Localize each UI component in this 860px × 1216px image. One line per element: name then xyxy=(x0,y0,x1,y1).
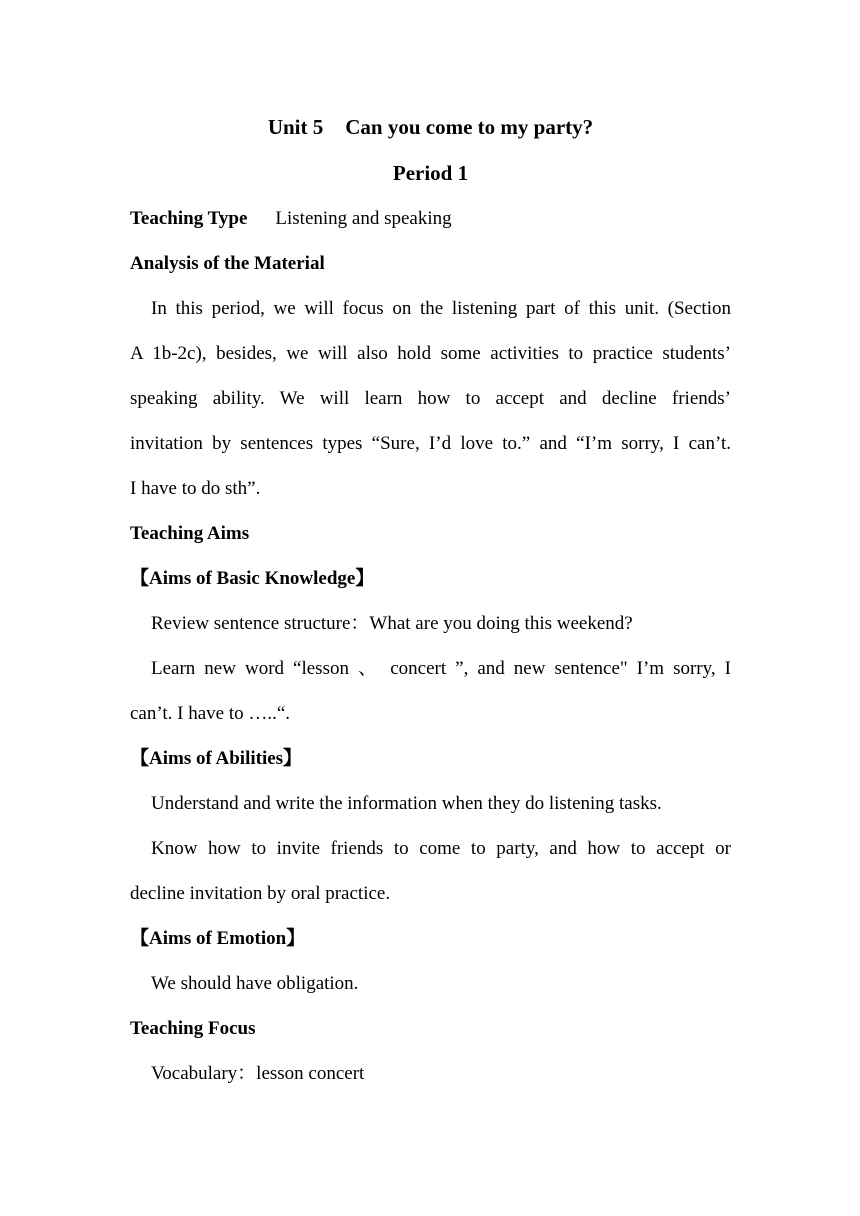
teaching-aims-heading: Teaching Aims xyxy=(130,523,250,544)
teaching-type-label: Teaching Type xyxy=(130,208,248,229)
period-title: Period 1 xyxy=(392,161,469,185)
abilities-line-2: Know how to invite friends to come to party, and how to accept or xyxy=(151,838,731,859)
teaching-type-value: Listening and speaking xyxy=(275,208,452,229)
analysis-line-1: In this period, we will focus on the listening part of this unit. (Section xyxy=(151,298,731,319)
abilities-line-1: Understand and write the information when they do listening tasks. xyxy=(151,793,662,814)
teaching-focus-heading: Teaching Focus xyxy=(130,1018,256,1039)
basic-knowledge-line-2: Learn new word “lesson 、 concert ”, and new sentence" I’m sorry, I xyxy=(151,658,731,679)
basic-knowledge-line-1: Review sentence structure：What are you doing this weekend? xyxy=(151,613,633,634)
analysis-line-4: invitation by sentences types “Sure, I’d love to.” and “I’m sorry, I can’t. xyxy=(130,433,731,454)
document-title xyxy=(130,104,731,150)
basic-knowledge-line-3: can’t. I have to …..“. xyxy=(130,703,291,724)
abilities-line-3: decline invitation by oral practice. xyxy=(130,883,391,904)
analysis-line-2: A 1b-2c), besides, we will also hold some activities to practice students’ xyxy=(130,343,731,364)
basic-knowledge-heading: 【Aims of Basic Knowledge】 xyxy=(130,568,375,589)
document-page xyxy=(130,104,731,1096)
unit-title: Can you come to my party? xyxy=(345,115,594,139)
teaching-type-line xyxy=(130,196,731,241)
emotion-line-1: We should have obligation. xyxy=(151,973,359,994)
abilities-heading: 【Aims of Abilities】 xyxy=(130,748,303,769)
analysis-heading: Analysis of the Material xyxy=(130,253,325,274)
teaching-focus-line-1: Vocabulary：lesson concert xyxy=(151,1063,365,1084)
analysis-line-3: speaking ability. We will learn how to accept and decline friends’ xyxy=(130,388,731,409)
unit-number: Unit 5 xyxy=(267,115,324,139)
emotion-heading: 【Aims of Emotion】 xyxy=(130,928,306,949)
analysis-line-5: I have to do sth”. xyxy=(130,478,261,499)
